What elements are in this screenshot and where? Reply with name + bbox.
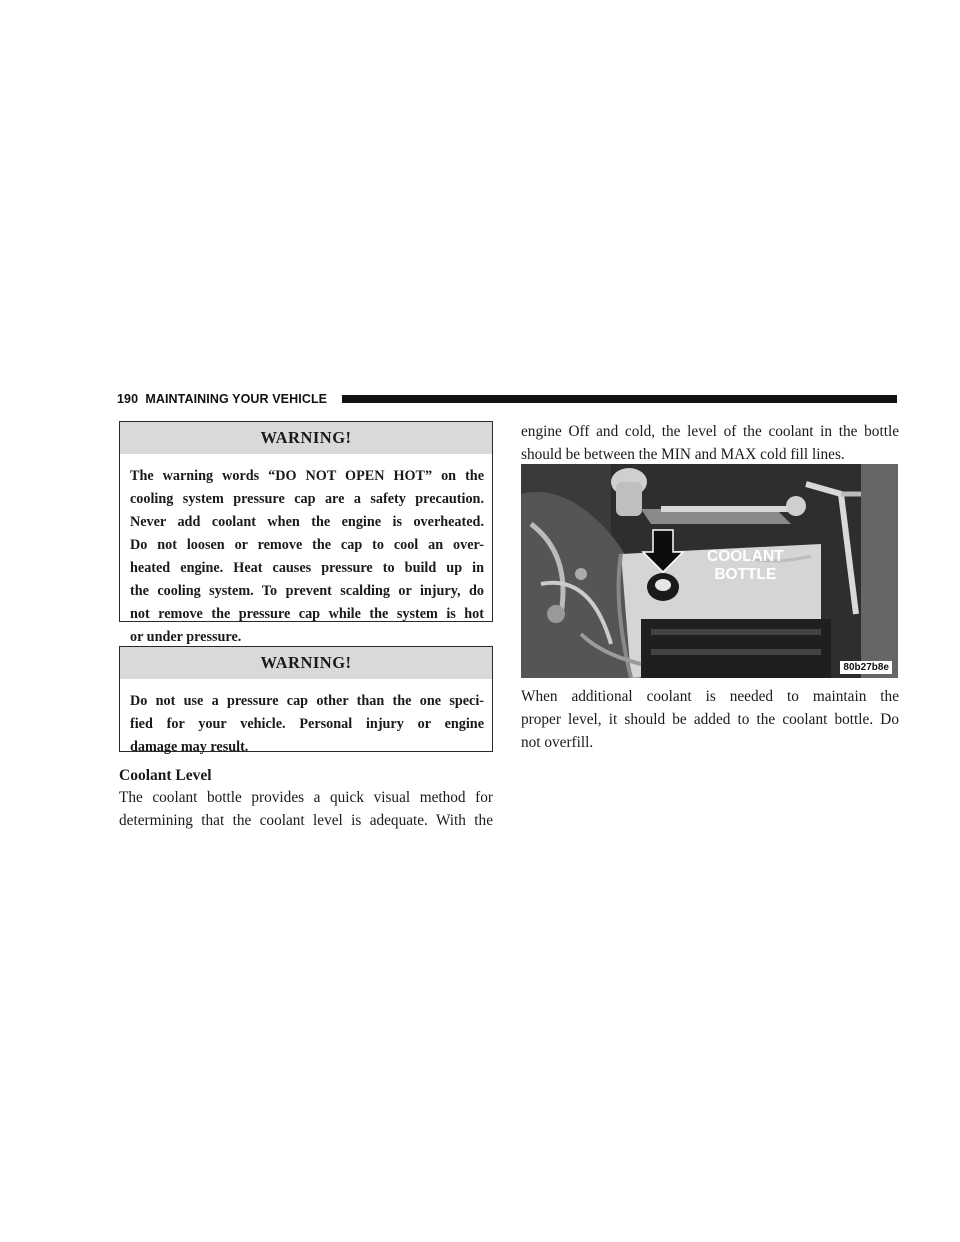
- page-header-label: [117, 392, 327, 406]
- warning-line: damage may result.: [130, 739, 249, 755]
- warning-line: or under pressure.: [130, 629, 242, 645]
- text-line: engine Off and cold, the level of the coolant in the bottle: [521, 423, 899, 440]
- warning-text: [120, 679, 492, 771]
- warning-line: the cooling system. To prevent scalding or injury, do: [130, 583, 484, 599]
- section-heading: Coolant Level: [119, 767, 212, 784]
- warning-line: Do not use a pressure cap other than the one speci-: [130, 693, 484, 709]
- warning-line: heated engine. Heat causes pressure to build up in: [130, 560, 484, 576]
- figure-code: 80b27b8e: [840, 661, 892, 674]
- warning-box-pressure-cap: [119, 646, 493, 755]
- warning-line: fied for your vehicle. Personal injury or engine: [130, 716, 484, 732]
- coolant-bottle-figure: [521, 464, 898, 678]
- warning-box-hot-cap: [119, 421, 493, 645]
- text-line: determining that the coolant level is adequate. With the: [119, 812, 493, 829]
- text-line: not overfill.: [521, 734, 594, 751]
- warning-line: Never add coolant when the engine is overheated.: [130, 514, 484, 530]
- body-paragraph-right-top: [521, 420, 899, 466]
- body-paragraph-left: [119, 786, 493, 832]
- callout-line-1: COOLANT: [707, 548, 784, 565]
- header-rule: [342, 395, 897, 403]
- page-number: 190: [117, 392, 139, 406]
- warning-title: WARNING!: [120, 647, 492, 679]
- figure-callout-label: [707, 548, 784, 584]
- text-line: The coolant bottle provides a quick visual method for: [119, 789, 493, 806]
- warning-line: The warning words “DO NOT OPEN HOT” on the: [130, 468, 484, 484]
- section-title: MAINTAINING YOUR VEHICLE: [145, 392, 328, 406]
- text-line: When additional coolant is needed to maintain the: [521, 688, 899, 705]
- warning-line: cooling system pressure cap are a safety precaution.: [130, 491, 484, 507]
- warning-title: WARNING!: [120, 422, 492, 454]
- text-line: proper level, it should be added to the coolant bottle. Do: [521, 711, 899, 728]
- warning-line: not remove the pressure cap while the system is hot: [130, 606, 484, 622]
- warning-line: Do not loosen or remove the cap to cool an over-: [130, 537, 484, 553]
- text-line: should be between the MIN and MAX cold fill lines.: [521, 446, 845, 463]
- warning-text: [120, 454, 492, 661]
- body-paragraph-right-bottom: [521, 685, 899, 754]
- callout-line-2: BOTTLE: [714, 566, 777, 583]
- page-header: [117, 390, 897, 410]
